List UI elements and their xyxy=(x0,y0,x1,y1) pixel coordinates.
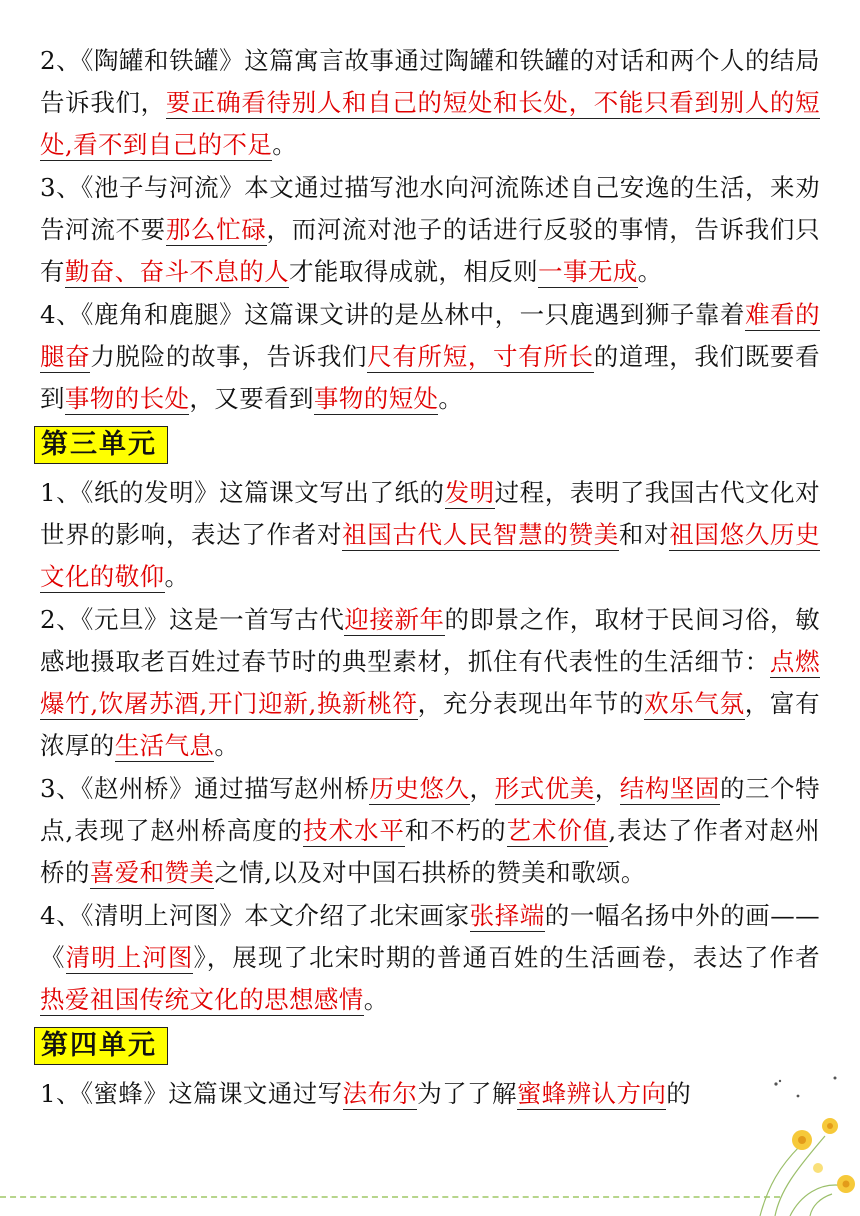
flower-decoration-icon xyxy=(740,1066,860,1216)
paragraph xyxy=(40,1073,820,1115)
paragraph-text: 和对 xyxy=(618,520,670,549)
paragraph xyxy=(40,472,820,598)
answer-text: 法布尔 xyxy=(342,1079,418,1108)
answer-text: 祖国悠久历史文化的敬仰 xyxy=(40,520,820,591)
paragraph xyxy=(40,294,820,420)
answer-text: 迎接新年 xyxy=(344,605,445,634)
paragraph-text: 1、《纸的发明》这篇课文写出了纸的 xyxy=(40,478,445,507)
paragraph-text: 2、《陶罐和铁罐》这篇寓言故事通过陶罐和铁罐的对话和两个人的结局告诉我们， xyxy=(40,46,820,117)
paragraph-text: ，富有浓厚的 xyxy=(40,689,820,760)
answer-text: 发明 xyxy=(444,478,495,507)
paragraph-text: 3、《赵州桥》通过描写赵州桥 xyxy=(40,774,370,803)
section-unit-4 xyxy=(40,1073,820,1115)
answer-text: 难看的腿奋 xyxy=(40,300,820,371)
paragraph-text: 力脱险的故事，告诉我们 xyxy=(90,342,368,371)
paragraph-text: 1、《蜜蜂》这篇课文通过写 xyxy=(40,1079,343,1108)
paragraph-text: 之情,以及对中国石拱桥的赞美和歌颂。 xyxy=(214,858,646,887)
answer-text: 张择端 xyxy=(469,901,545,930)
answer-text: 事物的短处 xyxy=(313,384,439,413)
answer-text: 勤奋、奋斗不息的人 xyxy=(64,257,290,286)
paragraph xyxy=(40,768,820,894)
answer-text: 一事无成 xyxy=(538,257,638,286)
answer-text: 技术水平 xyxy=(303,816,405,845)
answer-text: 祖国古代人民智慧的赞美 xyxy=(342,520,619,549)
paragraph-text: 3、《池子与河流》本文通过描写池水向河流陈述自己安逸的生活，来劝告河流不要 xyxy=(40,173,820,244)
answer-text: 结构坚固 xyxy=(619,774,720,803)
answer-text: 生活气息 xyxy=(114,731,215,760)
answer-text: 艺术价值 xyxy=(506,816,609,845)
answer-text: 欢乐气氛 xyxy=(644,689,745,718)
heading-unit-3: 第三单元 xyxy=(34,426,168,464)
paragraph-text: 。 xyxy=(272,130,298,159)
paragraph-text: 。 xyxy=(637,257,663,286)
paragraph-text: 的三个特点,表现了赵州桥高度的 xyxy=(40,774,820,845)
answer-text: 点燃爆竹,饮屠苏酒,开门迎新,换新桃符 xyxy=(40,647,820,718)
paragraph-text: 4、《鹿角和鹿腿》这篇课文讲的是丛林中，一只鹿遇到狮子靠着 xyxy=(40,300,746,329)
answer-text: 尺有所短，寸有所长 xyxy=(367,342,594,371)
paragraph xyxy=(40,167,820,293)
footer-dashed-line xyxy=(0,1196,780,1198)
paragraph-text: 4、《清明上河图》本文介绍了北宋画家 xyxy=(40,901,470,930)
paragraph-text: 。 xyxy=(363,985,389,1014)
answer-text: 要正确看待别人和自己的短处和长处，不能只看到别人的短处,看不到自己的不足 xyxy=(40,88,821,159)
section-unit-3 xyxy=(40,472,820,1021)
paragraph xyxy=(40,40,820,166)
paragraph-text: ， xyxy=(469,774,495,803)
paragraph-text: 过程，表明了我国古代文化对世界的影响，表达了作者对 xyxy=(40,478,821,549)
paragraph-text: ,表达了作者对赵州桥的 xyxy=(40,816,820,887)
paragraph-text: 。 xyxy=(438,384,464,413)
paragraph-text: ，充分表现出年节的 xyxy=(417,689,645,718)
heading-unit-4: 第四单元 xyxy=(34,1027,168,1065)
answer-text: 事物的长处 xyxy=(64,384,190,413)
paragraph-text: ， xyxy=(594,774,620,803)
paragraph-text: 》，展现了北宋时期的普通百姓的生活画卷，表达了作者 xyxy=(193,943,820,972)
paragraph-text: 的即景之作，取材于民间习俗，敏感地摄取老百姓过春节时的典型素材，抓住有代表性的生活细节： xyxy=(40,605,820,676)
paragraph-text: 。 xyxy=(214,731,240,760)
paragraph-text: 和不朽的 xyxy=(404,816,507,845)
answer-text: 历史悠久 xyxy=(369,774,470,803)
answer-text: 清明上河图 xyxy=(65,943,194,972)
paragraph-text: 为了了解 xyxy=(417,1079,517,1108)
paragraph-text: 的道理，我们既要看到 xyxy=(40,342,820,413)
paragraph-text: 2、《元旦》这是一首写古代 xyxy=(40,605,345,634)
paragraph-text: 的一幅名扬中外的画——《 xyxy=(40,901,820,972)
paragraph-text: 才能取得成就，相反则 xyxy=(289,257,539,286)
paragraph-text: ，又要看到 xyxy=(189,384,314,413)
answer-text: 喜爱和赞美 xyxy=(89,858,215,887)
document-page xyxy=(40,40,820,1115)
answer-text: 蜜蜂辨认方向 xyxy=(516,1079,667,1108)
paragraph xyxy=(40,599,820,767)
answer-text: 形式优美 xyxy=(494,774,595,803)
paragraph-text: ，而河流对池子的话进行反驳的事情，告诉我们只有 xyxy=(40,215,820,286)
answer-text: 热爱祖国传统文化的思想感情 xyxy=(40,985,364,1014)
answer-text: 那么忙碌 xyxy=(165,215,267,244)
paragraph-text: 。 xyxy=(164,562,190,591)
paragraph-text: 的 xyxy=(666,1079,692,1108)
paragraph xyxy=(40,895,820,1021)
section-top xyxy=(40,40,820,420)
